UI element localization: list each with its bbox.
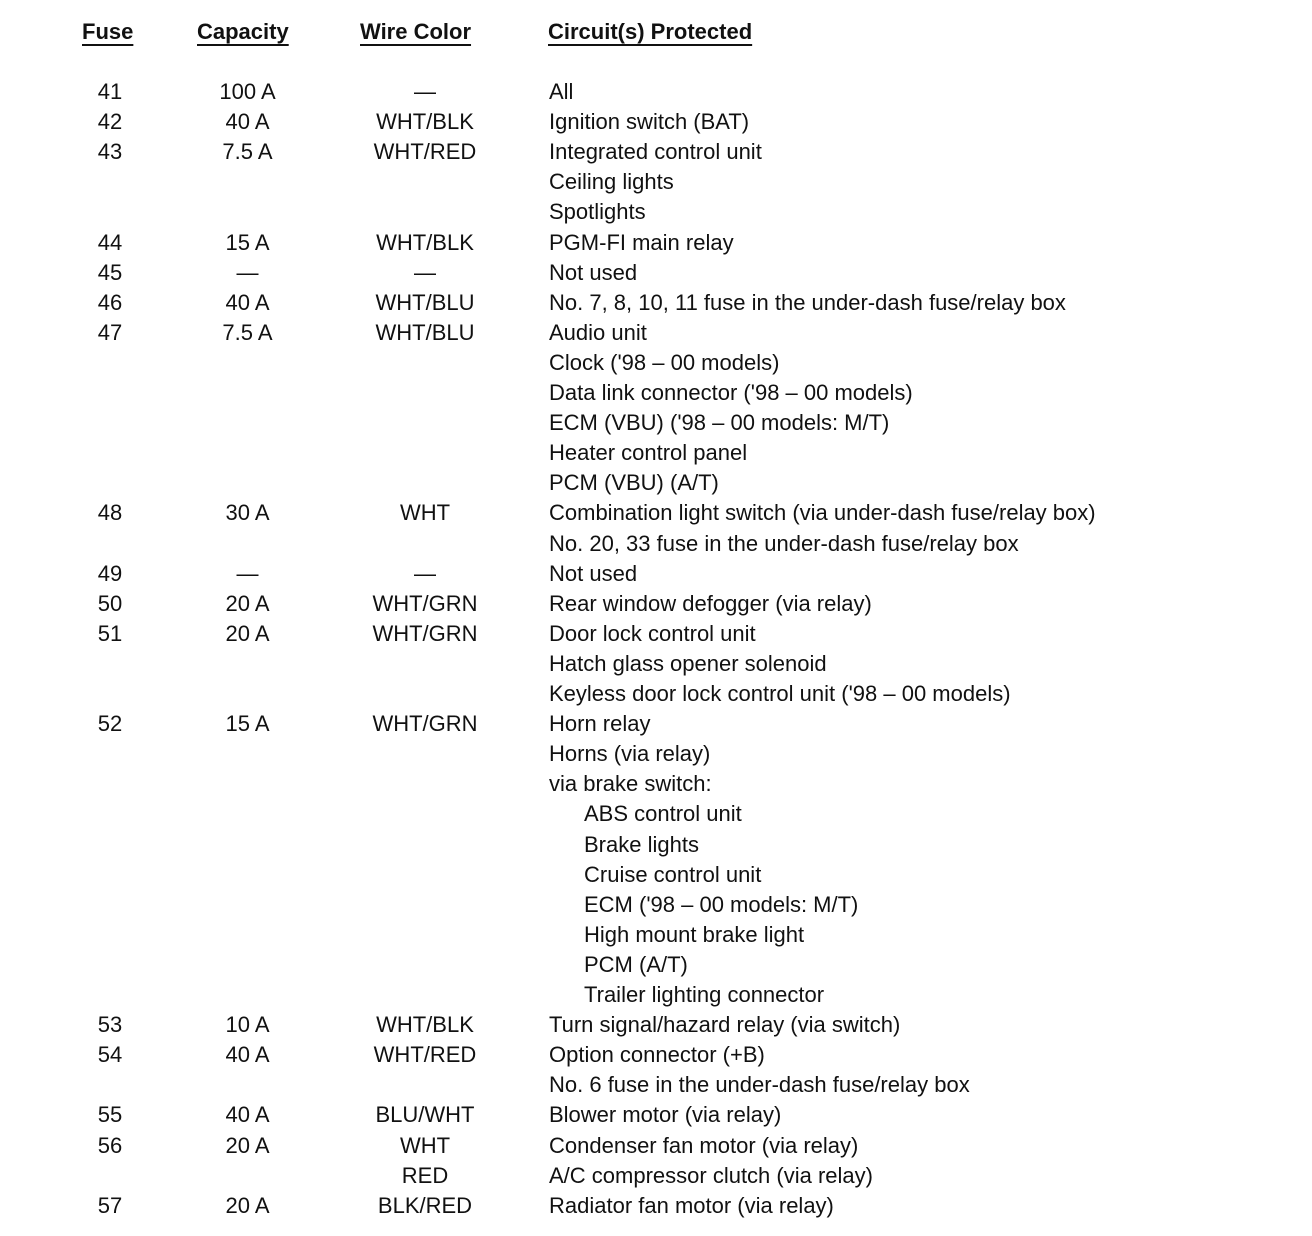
- capacity-cell: 40 A: [225, 289, 270, 315]
- table-row: [0, 559, 1312, 589]
- table-row: [0, 77, 1312, 107]
- capacity-cell: 40 A: [225, 1042, 270, 1068]
- circuit-cell: PCM (A/T): [584, 951, 688, 977]
- circuit-cell: Turn signal/hazard relay (via switch): [549, 1012, 901, 1038]
- circuit-cell: Spotlights: [549, 199, 646, 225]
- wire-color-cell: WHT/RED: [373, 1042, 477, 1068]
- fuse-number-cell: [60, 197, 160, 227]
- wire-color-cell: WHT/BLK: [376, 1012, 474, 1038]
- table-row: [0, 167, 1312, 197]
- wire-color-cell: BLU/WHT: [375, 1102, 475, 1128]
- fuse-number-cell: 48: [97, 500, 123, 526]
- fuse-number-cell: 42: [97, 109, 123, 135]
- wire-color-cell: [330, 378, 520, 408]
- fuse-number-cell: [60, 1070, 160, 1100]
- circuit-cell: ECM (VBU) ('98 – 00 models: M/T): [549, 410, 890, 436]
- table-row: [0, 1161, 1312, 1191]
- table-row: [0, 258, 1312, 288]
- wire-color-cell: [330, 197, 520, 227]
- wire-color-cell: WHT: [399, 500, 451, 526]
- fuse-number-cell: 41: [97, 79, 123, 104]
- table-row: [0, 107, 1312, 137]
- capacity-cell: [175, 920, 320, 950]
- fuse-number-cell: [60, 1161, 160, 1191]
- circuit-cell: Not used: [549, 259, 638, 285]
- fuse-number-cell: 50: [97, 590, 123, 616]
- table-row: [0, 1010, 1312, 1040]
- capacity-cell: [175, 769, 320, 799]
- capacity-cell: [175, 438, 320, 468]
- capacity-cell: [175, 830, 320, 860]
- fuse-number-cell: [60, 920, 160, 950]
- table-row: [0, 920, 1312, 950]
- circuit-cell: via brake switch:: [549, 771, 712, 797]
- fuse-number-cell: [60, 468, 160, 498]
- fuse-number-cell: [60, 408, 160, 438]
- circuit-cell: All: [549, 79, 574, 104]
- header-wire-color: Wire Color: [360, 19, 472, 44]
- capacity-cell: [175, 1161, 320, 1191]
- fuse-number-cell: [60, 167, 160, 197]
- fuse-number-cell: [60, 739, 160, 769]
- table-row: [0, 709, 1312, 739]
- capacity-cell: [175, 468, 320, 498]
- circuit-cell: Radiator fan motor (via relay): [549, 1192, 834, 1218]
- capacity-cell: 40 A: [225, 1102, 270, 1128]
- table-row: [0, 468, 1312, 498]
- circuit-cell: Keyless door lock control unit ('98 – 00 models): [549, 681, 1011, 706]
- wire-color-cell: [330, 649, 520, 679]
- capacity-cell: [175, 408, 320, 438]
- capacity-cell: 40 A: [225, 109, 270, 135]
- fuse-number-cell: [60, 860, 160, 890]
- capacity-cell: 10 A: [225, 1012, 270, 1038]
- circuit-cell: ECM ('98 – 00 models: M/T): [584, 891, 859, 917]
- wire-color-cell: [330, 860, 520, 890]
- circuit-cell: Door lock control unit: [549, 620, 756, 646]
- capacity-cell: [175, 529, 320, 559]
- circuit-cell: PCM (VBU) (A/T): [549, 470, 719, 496]
- capacity-cell: 7.5 A: [222, 319, 273, 345]
- circuit-cell: Horn relay: [549, 711, 651, 737]
- circuit-cell: Ceiling lights: [549, 169, 674, 195]
- wire-color-cell: WHT/BLK: [376, 109, 474, 135]
- fuse-number-cell: 55: [97, 1102, 123, 1128]
- capacity-cell: [175, 167, 320, 197]
- table-row: [0, 1191, 1312, 1221]
- fuse-number-cell: [60, 830, 160, 860]
- wire-color-cell: [330, 769, 520, 799]
- wire-color-cell: WHT/RED: [373, 139, 477, 165]
- circuit-cell: Data link connector ('98 – 00 models): [549, 380, 913, 405]
- capacity-cell: 15 A: [225, 229, 270, 255]
- capacity-cell: 7.5 A: [222, 139, 273, 165]
- table-row: [0, 348, 1312, 378]
- wire-color-cell: [330, 529, 520, 559]
- wire-color-cell: [330, 950, 520, 980]
- fuse-number-cell: [60, 649, 160, 679]
- circuit-cell: Integrated control unit: [549, 139, 762, 165]
- table-row: [0, 228, 1312, 258]
- fuse-number-cell: 53: [97, 1012, 123, 1038]
- capacity-cell: —: [236, 560, 259, 586]
- wire-color-cell: [330, 739, 520, 769]
- wire-color-cell: RED: [401, 1162, 449, 1188]
- wire-color-cell: —: [414, 560, 436, 586]
- circuit-cell: Option connector (+B): [549, 1042, 765, 1068]
- capacity-cell: [175, 197, 320, 227]
- header-circuits-protected: Circuit(s) Protected: [548, 19, 753, 44]
- circuit-cell: Trailer lighting connector: [584, 982, 825, 1007]
- circuit-cell: Not used: [549, 560, 638, 586]
- table-row: [0, 589, 1312, 619]
- circuit-cell: No. 20, 33 fuse in the under-dash fuse/relay box: [549, 530, 1019, 556]
- table-row: [0, 408, 1312, 438]
- circuit-cell: Blower motor (via relay): [549, 1102, 782, 1128]
- capacity-cell: [175, 348, 320, 378]
- circuit-cell: No. 7, 8, 10, 11 fuse in the under-dash fuse/relay box: [549, 289, 1066, 315]
- wire-color-cell: [330, 799, 520, 829]
- circuit-cell: Rear window defogger (via relay): [549, 590, 872, 616]
- wire-color-cell: [330, 890, 520, 920]
- capacity-cell: 20 A: [225, 620, 270, 646]
- circuit-cell: High mount brake light: [584, 921, 805, 947]
- circuit-cell: Cruise control unit: [584, 861, 762, 887]
- table-row: [0, 438, 1312, 468]
- fuse-number-cell: [60, 950, 160, 980]
- wire-color-cell: WHT/GRN: [372, 711, 478, 737]
- wire-color-cell: [330, 167, 520, 197]
- capacity-cell: [175, 649, 320, 679]
- header-capacity: Capacity: [197, 19, 289, 44]
- table-row: [0, 1070, 1312, 1100]
- table-row: [0, 649, 1312, 679]
- circuit-cell: Ignition switch (BAT): [549, 109, 750, 135]
- fuse-number-cell: [60, 980, 160, 1010]
- capacity-cell: 15 A: [225, 711, 270, 737]
- wire-color-cell: WHT/GRN: [372, 620, 478, 646]
- capacity-cell: —: [236, 259, 259, 285]
- capacity-cell: [175, 739, 320, 769]
- fuse-number-cell: 57: [97, 1192, 123, 1218]
- table-row: [0, 137, 1312, 167]
- circuit-cell: Clock ('98 – 00 models): [549, 349, 780, 375]
- table-row: [0, 529, 1312, 559]
- capacity-cell: [175, 980, 320, 1010]
- wire-color-cell: WHT/BLK: [376, 229, 474, 255]
- wire-color-cell: WHT/BLU: [375, 289, 475, 315]
- fuse-number-cell: 44: [97, 229, 123, 255]
- table-row: [0, 1131, 1312, 1161]
- circuit-cell: A/C compressor clutch (via relay): [549, 1162, 873, 1188]
- wire-color-cell: [330, 438, 520, 468]
- circuit-cell: Heater control panel: [549, 440, 748, 466]
- table-row: [0, 619, 1312, 649]
- table-row: [0, 769, 1312, 799]
- capacity-cell: 20 A: [225, 1192, 270, 1218]
- wire-color-cell: —: [414, 259, 436, 285]
- fuse-number-cell: [60, 529, 160, 559]
- fuse-number-cell: 51: [97, 620, 123, 646]
- circuit-cell: ABS control unit: [584, 801, 742, 827]
- wire-color-cell: [330, 468, 520, 498]
- wire-color-cell: [330, 980, 520, 1010]
- wire-color-cell: [330, 408, 520, 438]
- wire-color-cell: [330, 1070, 520, 1100]
- capacity-cell: [175, 679, 320, 709]
- table-row: [0, 1040, 1312, 1070]
- table-row: [0, 830, 1312, 860]
- wire-color-cell: [330, 348, 520, 378]
- table-row: [0, 950, 1312, 980]
- fuse-number-cell: [60, 438, 160, 468]
- capacity-cell: 30 A: [225, 500, 270, 526]
- table-row: [0, 318, 1312, 348]
- capacity-cell: [175, 378, 320, 408]
- table-row: [0, 980, 1312, 1010]
- table-row: [0, 860, 1312, 890]
- fuse-number-cell: [60, 378, 160, 408]
- table-row: [0, 378, 1312, 408]
- capacity-cell: [175, 799, 320, 829]
- fuse-number-cell: 52: [97, 711, 123, 737]
- circuit-cell: Hatch glass opener solenoid: [549, 650, 827, 676]
- fuse-number-cell: [60, 769, 160, 799]
- table-row: [0, 197, 1312, 227]
- table-row: [0, 890, 1312, 920]
- wire-color-cell: WHT: [399, 1132, 451, 1158]
- table-row: [0, 739, 1312, 769]
- table-row: [0, 679, 1312, 709]
- table-row: [0, 1100, 1312, 1130]
- wire-color-cell: [330, 920, 520, 950]
- circuit-cell: Horns (via relay): [549, 741, 711, 767]
- header-fuse: Fuse: [82, 19, 134, 44]
- capacity-cell: [175, 860, 320, 890]
- table-row: [0, 288, 1312, 318]
- wire-color-cell: WHT/GRN: [372, 590, 478, 616]
- table-row: [0, 498, 1312, 528]
- fuse-number-cell: 56: [97, 1132, 123, 1158]
- circuit-cell: Audio unit: [549, 319, 647, 345]
- circuit-cell: Brake lights: [584, 831, 699, 857]
- wire-color-cell: WHT/BLU: [375, 319, 475, 345]
- circuit-cell: Combination light switch (via under-dash fuse/relay box): [549, 500, 1096, 526]
- fuse-number-cell: 49: [97, 560, 123, 586]
- capacity-cell: 20 A: [225, 590, 270, 616]
- capacity-cell: [175, 890, 320, 920]
- table-row: [0, 799, 1312, 829]
- capacity-cell: [175, 950, 320, 980]
- wire-color-cell: —: [414, 79, 436, 104]
- fuse-number-cell: [60, 799, 160, 829]
- wire-color-cell: BLK/RED: [377, 1192, 473, 1218]
- wire-color-cell: [330, 830, 520, 860]
- circuit-cell: No. 6 fuse in the under-dash fuse/relay box: [549, 1072, 970, 1098]
- capacity-cell: [175, 1070, 320, 1100]
- fuse-number-cell: 47: [97, 319, 123, 345]
- capacity-cell: 100 A: [219, 79, 276, 104]
- wire-color-cell: [330, 679, 520, 709]
- fuse-number-cell: 46: [97, 289, 123, 315]
- circuit-cell: Condenser fan motor (via relay): [549, 1132, 859, 1158]
- circuit-cell: PGM-FI main relay: [549, 229, 734, 255]
- capacity-cell: 20 A: [225, 1132, 270, 1158]
- fuse-number-cell: 54: [97, 1042, 123, 1068]
- fuse-number-cell: 43: [97, 139, 123, 165]
- fuse-number-cell: [60, 348, 160, 378]
- fuse-number-cell: [60, 679, 160, 709]
- fuse-number-cell: 45: [97, 259, 123, 285]
- fuse-number-cell: [60, 890, 160, 920]
